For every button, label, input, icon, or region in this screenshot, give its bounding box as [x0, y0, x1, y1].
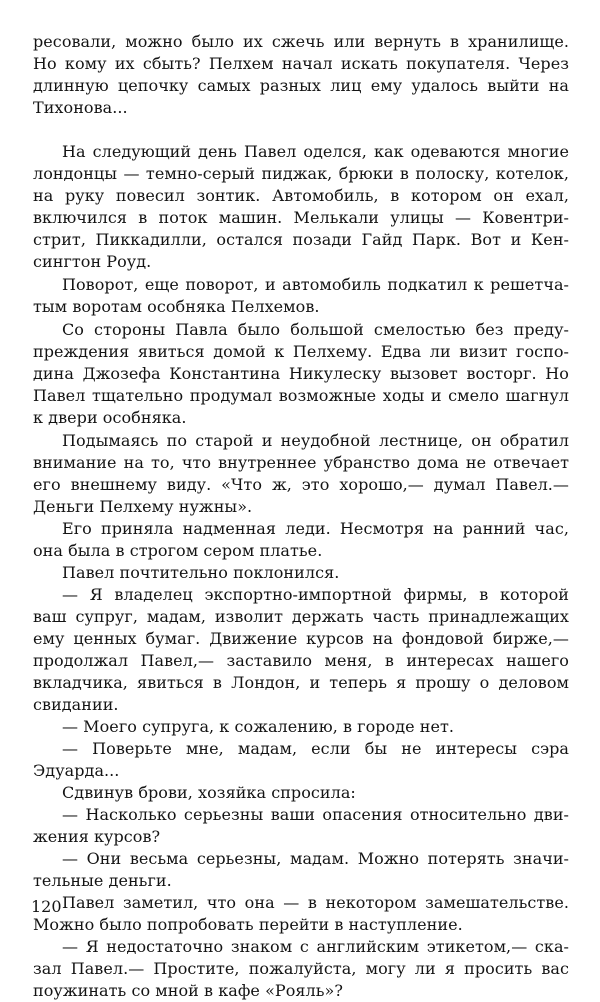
section-break [33, 119, 569, 141]
text-line: — Моего супруга, к сожалению, в городе нет. [62, 717, 455, 736]
text-line: — Насколько серьезны ваши опасения относительно дви- [62, 805, 569, 824]
text-line: поужинать со мной в кафе «Рояль»? [33, 981, 344, 1000]
text-line: его внешнему виду. «Что ж, это хорошо,— думал Павел.— [33, 475, 569, 494]
text-line: Сдвинув брови, хозяйка спросила: [62, 783, 356, 802]
text-line: тельные деньги. [33, 871, 172, 890]
text-line: Тихонова... [33, 98, 128, 117]
text-line: — Я владелец экспортно-импортной фирмы, в которой [62, 585, 569, 604]
text-line: Его приняла надменная леди. Несмотря на ранний час, [62, 519, 569, 538]
text-line: к двери особняка. [33, 408, 187, 427]
text-line: ресовали, можно было их сжечь или вернуть в хранилище. [33, 32, 569, 51]
text-line: стрит, Пиккадилли, остался позади Гайд Парк. Вот и Кен- [33, 230, 569, 249]
text-line: сингтон Роуд. [33, 252, 152, 271]
text-line: внимание на то, что внутреннее убранство дома не отвечает [33, 453, 569, 472]
page-number: 120 [31, 897, 62, 916]
text-line: Поворот, еще поворот, и автомобиль подкатил к решетча- [62, 275, 569, 294]
text-line: продолжал Павел,— заставило меня, в интересах нашего [33, 651, 569, 670]
text-line: Павел заметил, что она — в некотором замешательстве. [62, 893, 569, 912]
text-line: Подымаясь по старой и неудобной лестнице, он обратил [62, 431, 569, 450]
text-line: — Они весьма серьезны, мадам. Можно потерять значи- [62, 849, 569, 868]
text-line: лондонцы — темно-серый пиджак, брюки в полоску, котелок, [33, 164, 569, 183]
text-line: — Я недостаточно знаком с английским этикетом,— ска- [62, 937, 569, 956]
text-line: Павел почтительно поклонился. [62, 563, 340, 582]
text-line: дина Джозефа Константина Никулеску вызовет восторг. Но [33, 364, 569, 383]
text-line: На следующий день Павел оделся, как одеваются многие [62, 142, 569, 161]
text-line: — Поверьте мне, мадам, если бы не интересы сэра [62, 739, 569, 758]
text-line: жения курсов? [33, 827, 161, 846]
text-line: свидании. [33, 695, 119, 714]
text-line: Павел тщательно продумал возможные ходы и смело шагнул [33, 386, 569, 405]
text-line: Можно было попробовать перейти в наступление. [33, 915, 463, 934]
text-line: ему ценных бумаг. Движение курсов на фондовой бирже,— [33, 629, 569, 648]
text-line: длинную цепочку самых разных лиц ему удалось выйти на [33, 76, 569, 95]
body-text [33, 31, 569, 1002]
text-line: на руку повесил зонтик. Автомобиль, в котором он ехал, [33, 186, 569, 205]
text-line: вкладчика, явиться в Лондон, и теперь я прошу о деловом [33, 673, 569, 692]
text-line: Но кому их сбыть? Пелхем начал искать покупателя. Через [33, 54, 569, 73]
text-line: зал Павел.— Простите, пожалуйста, могу ли я просить вас [33, 959, 569, 978]
text-line: преждения явиться домой к Пелхему. Едва ли визит госпо- [33, 342, 569, 361]
text-line: ваш супруг, мадам, изволит держать часть принадлежащих [33, 607, 569, 626]
text-line: Со стороны Павла было большой смелостью без преду- [62, 320, 569, 339]
text-line: Эдуарда... [33, 761, 120, 780]
text-line: Деньги Пелхему нужны». [33, 497, 253, 516]
text-line: она была в строгом сером платье. [33, 541, 323, 560]
text-line: тым воротам особняка Пелхемов. [33, 297, 320, 316]
text-line: включился в поток машин. Мелькали улицы — Ковентри- [33, 208, 569, 227]
